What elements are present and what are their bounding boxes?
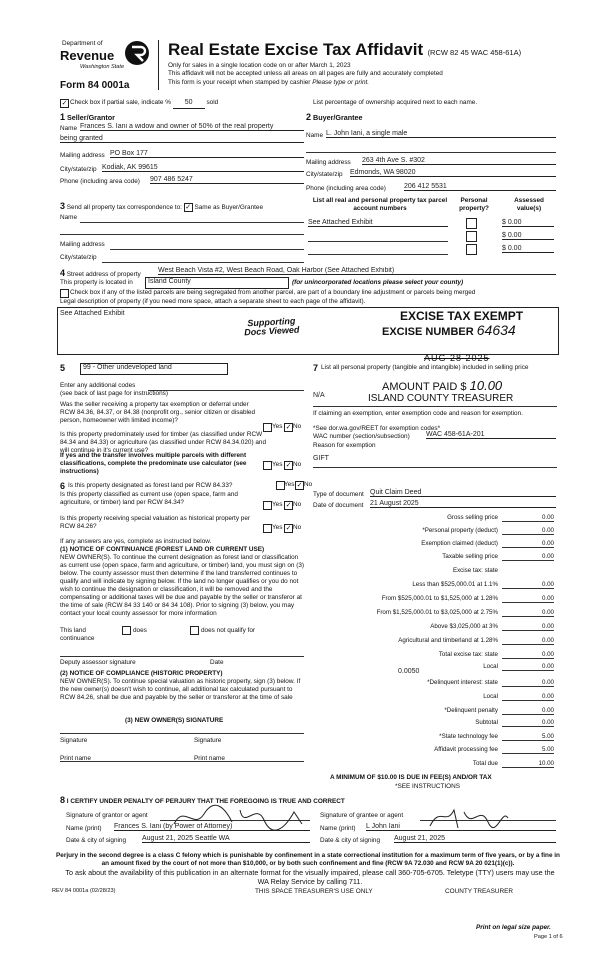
q1-yes-label: Yes (272, 423, 283, 430)
section7-num: 7 (313, 363, 319, 373)
notice1-text: NEW OWNER(S). To continue the current designation as forest land or classification as current use (open space, farm and agriculture, or timber) land, you must sign on (3) below. The county assessor must then determine if the land transferred continues to qualify and will indicate by signing below. If the land no longer qualifies or you do not wish to continue the designation or classification, it will be removed and the compensating or additional taxes will be due and payable by the seller or transferor at the time of sale (RCW 84 33 140 or 84 34 108). Prior to signing (3) below, you may contact your local county assessor for more information (60, 554, 305, 617)
section3-name-line2 (60, 234, 304, 235)
exemption-link[interactable]: *See dor.wa.gov/REET for exemption codes* (313, 425, 441, 432)
forest-no-label: No (304, 481, 313, 488)
section3-city-label: City/state/zip (60, 254, 97, 261)
tax-row-label: Less than $525,000.01 at 1.1% (412, 581, 498, 588)
parcel-row-1[interactable]: See Attached Exhibit (308, 219, 448, 227)
current-use-yes-checkbox[interactable] (263, 501, 272, 510)
tax-row-value[interactable]: 10.00 (502, 760, 554, 768)
excise-number-label: EXCISE NUMBER (382, 326, 474, 338)
tax-row-label: Total excise tax: state (438, 651, 498, 658)
wac-label: WAC number (section/subsection) (313, 433, 410, 440)
tax-row-value[interactable]: 0.00 (502, 693, 554, 701)
seller-name-field[interactable]: Frances S. Iani a widow and owner of 50% of the real property (80, 123, 304, 131)
seller-heading (60, 112, 115, 123)
parcel-row-2 (308, 241, 448, 242)
q2-no-label: No (293, 461, 302, 468)
section7-text: List all personal property (tangible and intangible) included in selling price (321, 364, 529, 371)
tax-row-label: Excise tax: state (452, 567, 498, 574)
tax-row-label: *State technology fee (439, 733, 498, 740)
street-label: Street address of property (66, 271, 141, 278)
tax-row (300, 540, 560, 550)
located-label: This property is located in (60, 279, 133, 286)
current-use-yes-label: Yes (272, 501, 283, 508)
parcels-col1: List all real and personal property tax parcel account numbers (312, 197, 448, 212)
personal-property-value[interactable]: N/A (313, 392, 325, 399)
q1-no-label: No (293, 423, 302, 430)
current-use-no-checkbox[interactable]: ✓ (285, 502, 292, 509)
tax-row-value[interactable]: 0.00 (502, 663, 554, 671)
tax-row-value[interactable]: 0.00 (502, 540, 554, 548)
historic-no-checkbox[interactable]: ✓ (285, 525, 292, 532)
tax-row-label: Local (483, 663, 498, 670)
forest-no-checkbox[interactable]: ✓ (296, 482, 303, 489)
tax-row-value[interactable]: 0.00 (502, 637, 554, 645)
legal-description-value: See Attached Exhibit (60, 310, 125, 317)
segregated-checkbox[interactable] (60, 289, 69, 298)
grantor-sig-label: Signature of grantor or agent (66, 812, 148, 819)
owner-sig1-label: Signature (60, 737, 88, 744)
header-sub2: This affidavit will not be accepted unless all areas on all pages are fully and accurately completed (168, 70, 443, 77)
assessed-value-2[interactable]: $ 0.00 (502, 232, 554, 240)
deputy-sig-line (60, 656, 304, 657)
does-label: does (133, 627, 147, 634)
legal-label: Legal description of property (if you need more space, attach a separate sheet to each page of the affidavit). (60, 298, 366, 305)
tax-row (300, 567, 560, 577)
grantor-name-label: Name (print) (66, 825, 102, 832)
assessed-value-3[interactable]: $ 0.00 (502, 245, 554, 253)
personal-property-checkbox-1[interactable] (466, 218, 477, 229)
historic-no-label: No (293, 524, 302, 531)
seller-mail-field[interactable]: PO Box 177 (110, 150, 304, 158)
wac-field[interactable]: WAC 458-61A-201 (426, 431, 556, 439)
tax-row (300, 595, 560, 605)
notice2-title: (2) NOTICE OF COMPLIANCE (HISTORIC PROPERTY) (60, 670, 223, 677)
amount-paid-value: 10.00 (469, 378, 503, 393)
deputy-date-label: Date (210, 659, 224, 666)
tax-row (300, 733, 560, 743)
tax-row-value[interactable]: 5.00 (502, 733, 554, 741)
tax-row-label: Taxable selling price (442, 553, 498, 560)
county-treasurer-label: COUNTY TREASURER (445, 888, 513, 895)
supporting-line1: Supporting (247, 315, 296, 329)
parcels-col2: Personal property? (459, 197, 489, 212)
excise-number-stamp (382, 322, 516, 338)
q2-no-checkbox[interactable]: ✓ (285, 462, 292, 469)
same-as-buyer-checkbox[interactable]: ✓ (185, 204, 192, 211)
page-number: Page 1 of 6 (534, 934, 563, 940)
section3-mail-label: Mailing address (60, 241, 105, 248)
parcels-col3: Assessed value(s) (514, 197, 544, 212)
seller-title: Seller/Grantor (67, 113, 115, 122)
buyer-phone-field[interactable]: 206 412 5531 (404, 183, 556, 191)
section3-city-line (102, 262, 304, 263)
tax-row (300, 553, 560, 563)
certify-text: I CERTIFY UNDER PENALTY OF PERJURY THAT THE FOREGOING IS TRUE AND CORRECT (66, 798, 345, 805)
minimum-note: A MINIMUM OF $10.00 IS DUE IN FEE(S) AND/OR TAX (330, 774, 492, 781)
buyer-name-field[interactable]: L. John Iani, a single male (326, 130, 556, 138)
street-address-field[interactable]: West Beach Vista #2, West Beach Road, Oak Harbor (See Attached Exhibit) (158, 267, 556, 275)
tax-row-label: Agricultural and timberland at 1.28% (398, 637, 498, 644)
rcw-text: (RCW 82 45 WAC 458-61A) (427, 48, 522, 57)
header-divider (158, 40, 159, 90)
doc-type-field[interactable]: Quit Claim Deed (370, 489, 556, 497)
tax-row-value[interactable]: 5.00 (502, 746, 554, 754)
section3-name-line (80, 222, 304, 223)
local-rate: 0.0050 (398, 668, 420, 675)
seller-city-label: City/state/zip (60, 166, 97, 173)
personal-property-checkbox-2[interactable] (466, 231, 477, 242)
codes-label: Enter any additional codes (60, 382, 136, 389)
tax-row (300, 746, 560, 756)
tax-row-label: Affidavit processing fee (434, 746, 498, 753)
does-not-checkbox[interactable] (190, 626, 199, 635)
treasurer-use-label: THIS SPACE TREASURER'S USE ONLY (255, 888, 373, 895)
seller-name-label: Name (60, 125, 78, 132)
assessed-value-1[interactable]: $ 0.00 (502, 219, 554, 227)
reason-line (313, 467, 557, 468)
excise-number-value: 64634 (476, 322, 516, 338)
continuance-label: continuance (60, 635, 95, 642)
ownership-note: List percentage of ownership acquired next to each name. (313, 99, 478, 106)
doc-date-field[interactable]: 21 August 2025 (370, 500, 556, 508)
partial-label-post: sold (206, 99, 219, 106)
buyer-city-field[interactable]: Edmonds, WA 98020 (350, 169, 556, 177)
owner-print-line (60, 761, 304, 762)
land-use-select[interactable]: 99 - Other undeveloped land (80, 363, 228, 375)
grantor-date-label: Date & city of signing (66, 837, 127, 844)
alt-format-text: To ask about the availability of this publication in an alternate format for the visually impaired, please call 360-705-6705. Teletype (TTY) users may use the WA Relay Service by calling 711. (65, 868, 555, 886)
form-number: Form 84 0001a (60, 80, 130, 91)
tax-row (300, 651, 560, 661)
buyer-city-label: City/state/zip (306, 171, 343, 178)
seller-phone-field[interactable]: 907 486 5247 (150, 176, 304, 184)
seller-phone-label: Phone (including area code) (60, 178, 140, 185)
seller-name-field2[interactable]: being granted (60, 135, 304, 143)
section6-q2: Is this property classified as current use (open space, farm and agriculture, or timber) land per RCW 84.34? (60, 491, 238, 506)
historic-yes-checkbox[interactable] (263, 524, 272, 533)
notice3-title: (3) NEW OWNER(S) SIGNATURE (125, 717, 224, 724)
section5-q2a: Is this property predominately used for timber (as classified under RCW 84.34 and 84.33) or agriculture (as classified under RCW 84.34.020) and will continue in it's current use? (60, 431, 267, 454)
buyer-name-line2 (306, 152, 556, 153)
tax-row-label: Subtotal (475, 719, 498, 726)
page-title (168, 40, 521, 60)
tax-row-value[interactable]: 0.00 (502, 719, 554, 727)
codes-note: (see back of last page for instructions) (60, 390, 168, 397)
forest-yes-label: Yes (284, 481, 295, 488)
historic-yes-label: Yes (272, 524, 283, 531)
header-sub3-text: This form is your receipt when stamped by cashier (168, 79, 311, 86)
section3-name-label: Name (60, 214, 78, 221)
seller-city-field[interactable]: Kodiak, AK 99615 (102, 164, 304, 172)
located-note: (for unincorporated locations please select your county) (292, 279, 464, 286)
buyer-name-label: Name (306, 132, 324, 139)
buyer-mail-field[interactable]: 263 4th Ave S. #302 (362, 157, 556, 165)
doc-type-label: Type of document (313, 491, 364, 498)
revenue-logo-icon (124, 40, 150, 66)
section3-mail-line (110, 249, 304, 250)
section3-num: 3 (60, 201, 66, 211)
dept-line2: Revenue (60, 48, 115, 63)
tax-row-value[interactable]: 0.00 (502, 623, 554, 631)
same-as-buyer-label: Same as Buyer/Grantee (194, 204, 264, 211)
partial-label-pre: Check box if partial sale, indicate % (70, 99, 171, 106)
exempt-stamp: EXCISE TAX EXEMPT (400, 309, 524, 323)
deputy-label: Deputy assessor signature (60, 659, 136, 666)
perjury-text: Perjury in the second degree is a class C felony which is punishable by confinement in a state correctional institution for a maximum term of five years, or by a fine in an amount fixed by the court of not more than $10,000, or by both such confinement and fine (RCW 9A 72.030 and RCW 9A 20 021(1)(c)). (56, 852, 560, 867)
treasurer-stamp: ISLAND COUNTY TREASURER (368, 393, 514, 404)
header-sub1: Only for sales in a single location code on or after March 1, 2023 (168, 62, 351, 69)
notice1-title: (1) NOTICE OF CONTINUANCE (FOREST LAND OR CURRENT USE) (60, 546, 265, 553)
header-sub3b-text: Please type or print. (312, 79, 370, 86)
tax-row-value[interactable]: 0.00 (502, 609, 554, 617)
tax-row (300, 693, 560, 703)
section5-q2b: If yes and the transfer involves multiple parcels with different classifications, complete the predominate use calculator (see instructions) (60, 452, 247, 475)
buyer-title: Buyer/Grantee (313, 113, 363, 122)
grantee-sig-label: Signature of grantee or agent (320, 812, 404, 819)
exemption-text: If claiming an exemption, enter exemption code and reason for exemption. (313, 410, 523, 417)
grantor-name-field[interactable]: Frances S. Iani (by Power of Attorney) (114, 823, 310, 831)
seller-num: 1 (60, 112, 66, 122)
tax-row-label: Above $3,025,000 at 3% (430, 623, 498, 630)
owner-sig2-label: Signature (194, 737, 222, 744)
tax-row-label: From $1,525,000.01 to $3,025,000 at 2.75% (376, 609, 498, 616)
tax-row-label: Gross selling price (447, 514, 498, 521)
tax-row-value[interactable]: 0.00 (502, 581, 554, 589)
amount-paid-stamp (382, 378, 502, 393)
section6-q4: If any answers are yes, complete as instructed below. (60, 538, 212, 545)
owner-print1-label: Print name (60, 755, 91, 762)
codes-line (148, 390, 304, 391)
tax-row-label: *Delinquent interest: state (427, 679, 498, 686)
segregated-text: Check box if any of the listed parcels are being segregated from another parcel, are part of a boundary line adjustment or parcels being merged (70, 289, 476, 296)
doc-date-label: Date of document (313, 502, 364, 509)
owner-sig-line (60, 733, 304, 734)
this-land-label: This land (60, 627, 86, 634)
section3-line (60, 201, 263, 212)
tax-row (300, 663, 560, 673)
see-instructions: *SEE INSTRUCTIONS (395, 783, 460, 790)
tax-row (300, 719, 560, 729)
tax-row-label: *Delinquent penalty (444, 707, 498, 714)
tax-row-label: Exemption claimed (deduct) (421, 540, 498, 547)
tax-row (300, 679, 560, 689)
q1-no-checkbox[interactable]: ✓ (285, 424, 292, 431)
section4-street-line (60, 268, 141, 279)
section5-num: 5 (60, 363, 66, 373)
section6-num: 6 (60, 481, 66, 491)
does-not-label: does not qualify for (201, 627, 255, 634)
dept-line3: Washington State (80, 64, 125, 70)
tax-row (300, 527, 560, 537)
q2-yes-label: Yes (272, 461, 283, 468)
personal-property-line (313, 406, 557, 407)
tax-row-value[interactable]: 0.00 (502, 651, 554, 659)
tax-row-value[interactable]: 0.00 (502, 707, 554, 715)
reason-label: Reason for exemption (313, 442, 376, 449)
header-sub3 (168, 79, 369, 87)
buyer-num: 2 (306, 112, 312, 122)
grantee-date-field[interactable]: August 21, 2025 (394, 835, 556, 843)
dor-logo (60, 40, 160, 84)
partial-pct[interactable]: 50 (173, 99, 205, 109)
buyer-mail-label: Mailing address (306, 159, 351, 166)
dept-line1: Department of (62, 40, 103, 47)
owner-print2-label: Print name (194, 755, 225, 762)
tax-row-value[interactable]: 0.00 (502, 553, 554, 561)
section6-q3: Is this property receiving special valuation as historical property per RCW 84.26? (60, 515, 251, 530)
section3-text: Send all property tax correspondence to: (66, 204, 182, 211)
tax-row (300, 707, 560, 717)
tax-row-value[interactable]: 0.00 (502, 679, 554, 687)
personal-property-checkbox-3[interactable] (466, 244, 477, 255)
section5-q1: Was the seller receiving a property tax exemption or deferral under RCW 84.36, 84.37, or 84.38 (nonprofit org., senior citizen or disabled person, homeowner with limited income)? (60, 401, 256, 424)
rev-label: REV 84 0001a (02/28/23) (52, 888, 116, 894)
partial-sale-line (70, 99, 218, 109)
buyer-phone-label: Phone (including area code) (306, 185, 386, 192)
tax-row-value[interactable]: 0.00 (502, 595, 554, 603)
tax-row (300, 514, 560, 524)
tax-row-label: From $525,000.01 to $1,525,000 at 1.28% (381, 595, 498, 602)
date-stamp: AUG 28 2025 (424, 353, 490, 363)
tax-row-value[interactable]: 0.00 (502, 514, 554, 522)
tax-row (300, 609, 560, 619)
tax-row-label: *Personal property (deduct) (422, 527, 498, 534)
section8-num: 8 (60, 795, 66, 805)
grantee-name-label: Name (print) (320, 825, 356, 832)
current-use-no-label: No (293, 501, 302, 508)
does-checkbox[interactable] (122, 626, 131, 635)
tax-row (300, 637, 560, 647)
tax-row (300, 581, 560, 591)
parcel-row-3 (308, 254, 448, 255)
notice2-text: NEW OWNER(S). To continue special valuation as historic property, sign (3) below. If the new owner(s) doesn't wish to continue, all additional tax calculated pursuant to RCW 84.26, shall be due and payable by the seller or transferor at the time of sale (60, 678, 301, 701)
grantor-date-field[interactable]: August 21, 2025 Seattle WA (142, 835, 310, 843)
supporting-line2: Docs Viewed (243, 324, 300, 338)
county-select[interactable]: Island County (145, 277, 289, 289)
buyer-heading (306, 112, 363, 123)
partial-sale-checkbox[interactable]: ✓ (61, 100, 68, 107)
grantee-date-label: Date & city of signing (320, 837, 381, 844)
reason-field[interactable]: GIFT (313, 455, 329, 462)
legal-paper-note: Print on legal size paper. (476, 924, 551, 931)
section6-q1: Is this property designated as forest land per RCW 84.33? (68, 482, 233, 489)
seller-mail-label: Mailing address (60, 152, 105, 159)
q2-yes-checkbox[interactable] (263, 461, 272, 470)
grantee-name-field[interactable]: L John Iani (366, 823, 556, 831)
amount-paid-label: AMOUNT PAID $ (382, 381, 467, 393)
section4-num: 4 (60, 268, 66, 278)
tax-row-label: Local (483, 693, 498, 700)
tax-row (300, 623, 560, 633)
supporting-docs-stamp (244, 317, 300, 338)
tax-row-value[interactable]: 0.00 (502, 527, 554, 535)
tax-row-label: Total due (472, 760, 498, 767)
title-text: Real Estate Excise Tax Affidavit (168, 40, 424, 59)
tax-row (300, 760, 560, 770)
